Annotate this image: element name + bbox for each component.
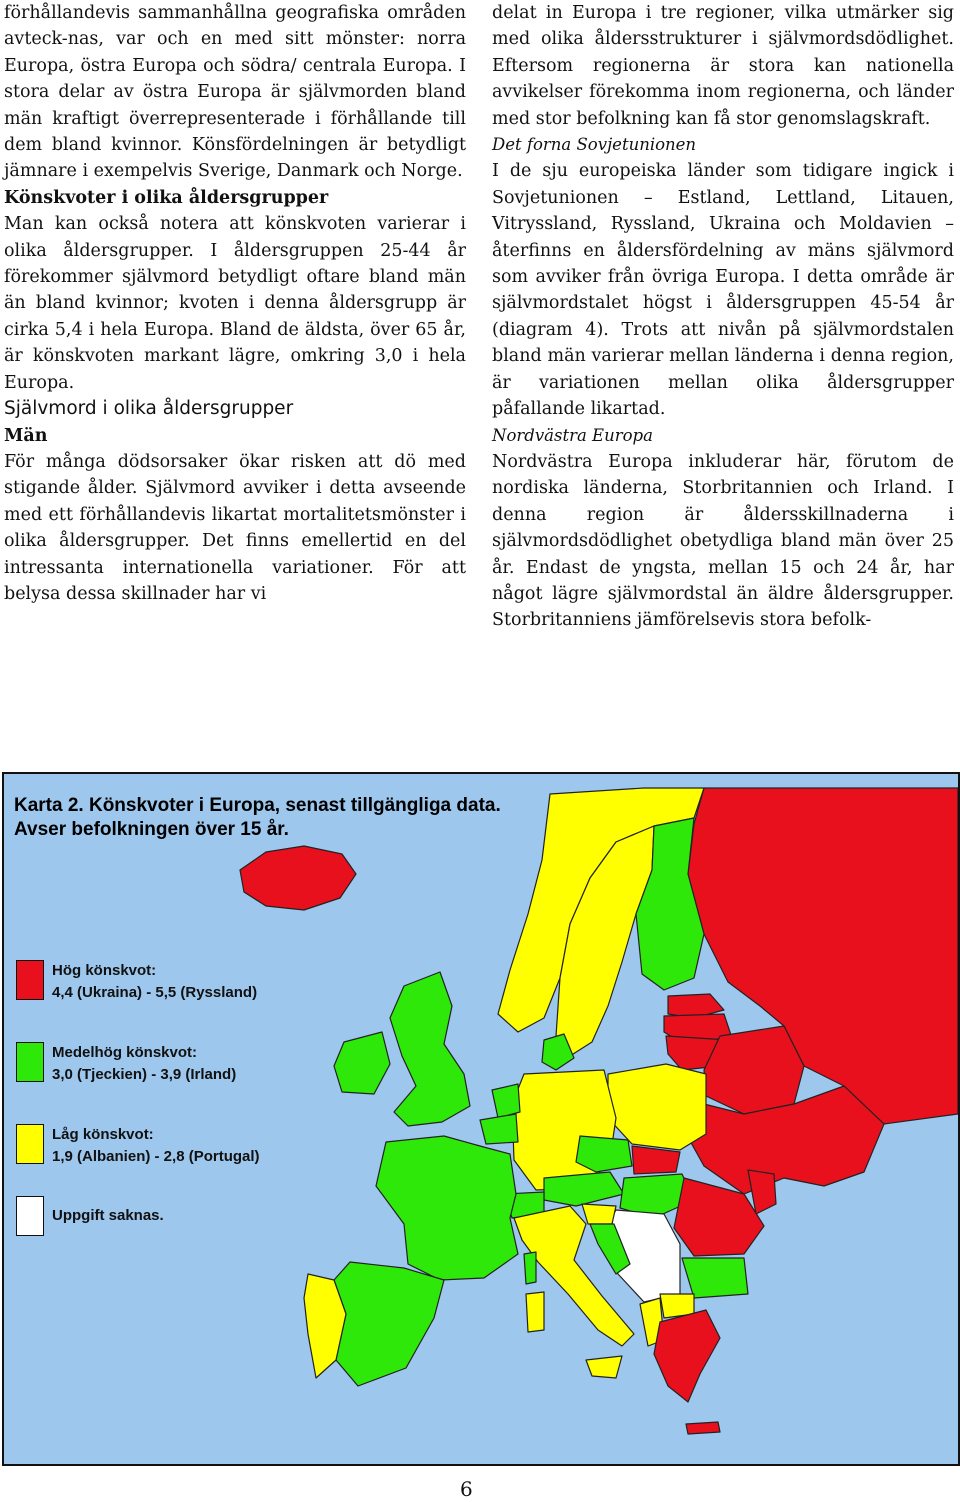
belgium <box>480 1114 518 1144</box>
poland <box>608 1064 706 1150</box>
great-britain <box>390 972 470 1126</box>
map-title-line-2: Avser befolkningen över 15 år. <box>14 819 289 840</box>
france <box>376 1136 518 1280</box>
heading-sovjetunionen: Det forna Sovjetunionen <box>492 135 697 155</box>
right-column <box>492 0 954 634</box>
netherlands <box>492 1084 520 1118</box>
page-number: 6 <box>460 1477 473 1501</box>
heading-sjalvmord-aldersgrupper: Självmord i olika åldersgrupper <box>4 398 294 420</box>
slovenia <box>582 1204 616 1224</box>
legend-swatch-low <box>16 1124 44 1164</box>
legend-swatch-no-data <box>16 1196 44 1236</box>
map-graphic <box>4 774 958 1464</box>
right-para-1: delat in Europa i tre regioner, vilka utmärker sig med olika åldersstrukturer i självmordsdödlighet. Eftersom regionerna är stora kan nationella avvikelser förekomma inom regionerna, och länder med stor befolkning kan få stor genomslagskraft. <box>492 3 954 129</box>
heading-nordvastra-europa: Nordvästra Europa <box>492 425 653 445</box>
legend-swatch-high <box>16 960 44 1000</box>
right-para-2: I de sju europeiska länder som tidigare ingick i Sovjetunionen – Estland, Lettland, Litauen, Vitryssland, Ryssland, Ukraina och Moldavien – återfinns en åldersfördelning av mäns självmord som avviker från övriga Europa. I detta område är självmordstalet högst i åldersgruppen 45-54 år (diagram 4). Trots att nivån på självmordstalen bland män varierar mellan länderna i denna region, är variationen mellan olika åldersgrupper påfallande likartad. <box>492 161 954 420</box>
left-para-2: Man kan också notera att könskvoten varierar i olika åldersgrupper. I åldersgruppen 25-44 år förekommer självmord betydligt oftare bland män än bland kvinnor; kvoten i denna åldersgrupp är cirka 5,4 i hela Europa. Bland de äldsta, över 65 år, är könskvoten markant lägre, omkring 3,0 i hela Europa. <box>4 214 466 393</box>
corsica <box>524 1252 536 1284</box>
left-para-3: För många dödsorsaker ökar risken att dö med stigande ålder. Självmord avviker i detta avseende med ett förhållandevis likartat mortalitetsmönster i olika åldersgrupper. Det finns emellertid en del intressanta internationella variationer. För att belysa dessa skillnader har vi <box>4 451 466 604</box>
germany <box>512 1070 616 1190</box>
legend-high-label: Hög könskvot: <box>52 962 157 979</box>
legend-low-label: Låg könskvot: <box>52 1126 154 1143</box>
right-para-3: Nordvästra Europa inkluderar här, förutom de nordiska länderna, Storbritannien och Irland. I denna region är åldersskillnaderna i självmordsdödlighet obetydliga bland män över 25 år. Endast de yngsta, mellan 15 och 24 år, har något lägre självmordstal än äldre åldersgrupper. Storbritanniens jämförelsevis stora befolk- <box>492 451 954 631</box>
czech-republic <box>576 1136 632 1172</box>
belarus <box>704 1026 804 1114</box>
legend-medium-range: 3,0 (Tjeckien) - 3,9 (Irland) <box>52 1066 237 1083</box>
legend-medium-label: Medelhög könskvot: <box>52 1044 198 1061</box>
iceland <box>240 846 356 910</box>
sicily <box>586 1356 622 1378</box>
legend-no-data-label: Uppgift saknas. <box>52 1207 164 1224</box>
slovakia <box>632 1146 680 1174</box>
europe-map <box>2 772 960 1466</box>
spain <box>334 1262 444 1386</box>
sardinia <box>526 1292 544 1332</box>
legend-low-range: 1,9 (Albanien) - 2,8 (Portugal) <box>52 1148 260 1165</box>
map-title <box>14 794 634 842</box>
legend-high-range: 4,4 (Ukraina) - 5,5 (Ryssland) <box>52 984 258 1001</box>
map-title-line-1: Karta 2. Könskvoter i Europa, senast tillgängliga data. <box>14 795 501 816</box>
legend-swatch-medium <box>16 1042 44 1082</box>
crete <box>686 1422 720 1434</box>
austria <box>544 1172 624 1206</box>
subheading-man: Män <box>4 425 48 446</box>
ireland <box>334 1032 390 1094</box>
left-para-1: förhållandevis sammanhållna geografiska områden avteck-nas, var och en med sitt mönster: norra Europa, östra Europa och södra/ centrala Europa. I stora delar av östra Europa är självmorden bland män kraftigt överrepresenterade i förhållande till dem bland kvinnor. Könsfördelningen är betydligt jämnare i exempelvis Sverige, Danmark och Norge. <box>4 3 466 182</box>
greece <box>654 1310 720 1402</box>
heading-konskvoter: Könskvoter i olika åldersgrupper <box>4 187 329 208</box>
left-column <box>4 0 466 607</box>
bulgaria <box>682 1258 748 1298</box>
